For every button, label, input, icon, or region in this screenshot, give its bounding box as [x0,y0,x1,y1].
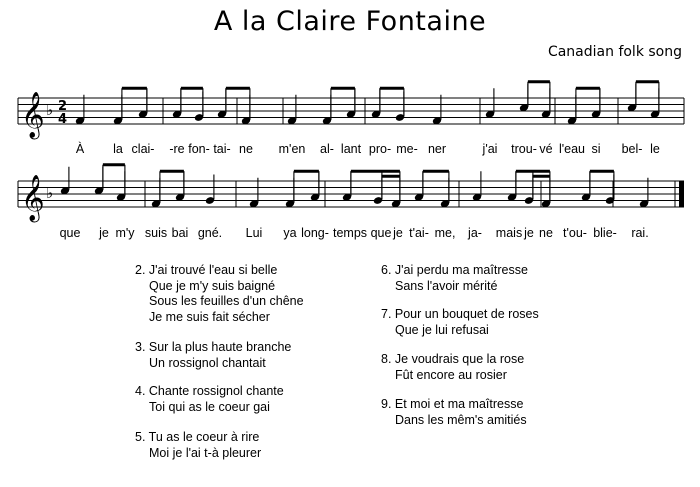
lyric-syllable: ne [539,226,553,240]
lyric-syllable: m'y [115,226,135,240]
verse-line: Sous les feuilles d'un chêne [149,294,304,308]
lyric-syllable: fon- [188,142,210,156]
lyric-syllable: vé [539,142,553,156]
lyric-syllable: Lui [245,226,263,240]
lyric-syllable: que [59,226,81,240]
song-subtitle: Canadian folk song [547,44,682,60]
lyric-syllable: bai [171,226,189,240]
verse-7 [381,307,539,338]
lyric-syllable: si [591,142,601,156]
verse-line: 2. J'ai trouvé l'eau si belle [135,263,278,277]
lyric-syllable: t'ai- [409,226,429,240]
lyric-syllable: -re [169,142,185,156]
lyric-syllable: gné. [197,226,223,240]
verse-8 [381,352,524,383]
verse-line: 9. Et moi et ma maîtresse [381,397,524,411]
lyric-syllable: me, [434,226,456,240]
verse-line: 3. Sur la plus haute branche [135,340,292,354]
lyric-syllable: trou- [511,142,537,156]
lyric-syllable: lant [340,142,362,156]
lyric-syllable: À [75,142,85,156]
music-staff-2 [0,163,700,223]
lyric-syllable: suis [144,226,168,240]
verse-9 [381,397,527,428]
lyric-syllable: pro- [368,142,392,156]
lyric-syllable: l'eau [558,142,586,156]
lyrics-line-1 [0,142,700,160]
verse-line: 6. J'ai perdu ma maîtresse [381,263,528,277]
lyric-syllable: m'en [278,142,306,156]
verse-line: Moi je l'ai t-à pleurer [149,445,262,460]
lyric-syllable: long- [301,226,329,240]
treble-clef-icon: 𝄞 [21,92,45,138]
music-staff-1 [0,80,700,140]
lyric-syllable: me- [396,142,418,156]
verse-line: Toi qui as le coeur gai [149,399,270,414]
verse-line: Fût encore au rosier [395,367,507,382]
verse-3 [135,340,291,371]
lyric-syllable: ja- [468,226,482,240]
verse-line: Un rossignol chantait [149,355,266,370]
lyric-syllable: que [370,226,392,240]
verse-4 [135,384,284,415]
song-title: A la Claire Fontaine [213,6,487,37]
lyric-syllable: ner [427,142,447,156]
verse-line: Je me suis fait sécher [149,309,270,324]
treble-clef-icon: 𝄞 [21,175,45,221]
lyric-syllable: j'ai [482,142,498,156]
verse-line: 7. Pour un bouquet de roses [381,307,539,321]
final-barline-thick [679,181,684,207]
verse-line: 5. Tu as le coeur à rire [135,430,260,444]
lyric-syllable: je [524,226,534,240]
verse-2 [135,263,304,325]
verse-line: 4. Chante rossignol chante [135,384,284,398]
verse-line: 8. Je voudrais que la rose [381,352,525,366]
lyric-syllable: le [650,142,660,156]
lyrics-line-2 [0,226,700,244]
time-signature-bottom: 4 [58,112,68,127]
lyric-syllable: temps [332,226,368,240]
verse-5 [135,430,261,461]
lyric-syllable: tai- [213,142,231,156]
lyric-syllable: blie- [593,226,617,240]
flat-icon: ♭ [46,184,54,202]
lyric-syllable: clai- [131,142,155,156]
lyric-syllable: je [393,226,403,240]
verse-line: Sans l'avoir mérité [395,278,498,293]
lyric-syllable: bel- [621,142,643,156]
verse-6 [381,263,528,294]
lyric-syllable: je [99,226,109,240]
time-signature-top: 2 [58,99,68,114]
verse-line: Que je m'y suis baigné [149,278,276,293]
lyric-syllable: ne [239,142,253,156]
verse-line: Que je lui refusai [395,322,489,337]
lyric-syllable: rai. [631,226,649,240]
lyric-syllable: mais [495,226,523,240]
lyric-syllable: t'ou- [563,226,587,240]
lyric-syllable: la [113,142,123,156]
flat-icon: ♭ [46,101,54,119]
lyric-syllable: al- [320,142,334,156]
verse-line: Dans les mêm's amitiés [395,412,527,427]
lyric-syllable: ya [283,226,297,240]
